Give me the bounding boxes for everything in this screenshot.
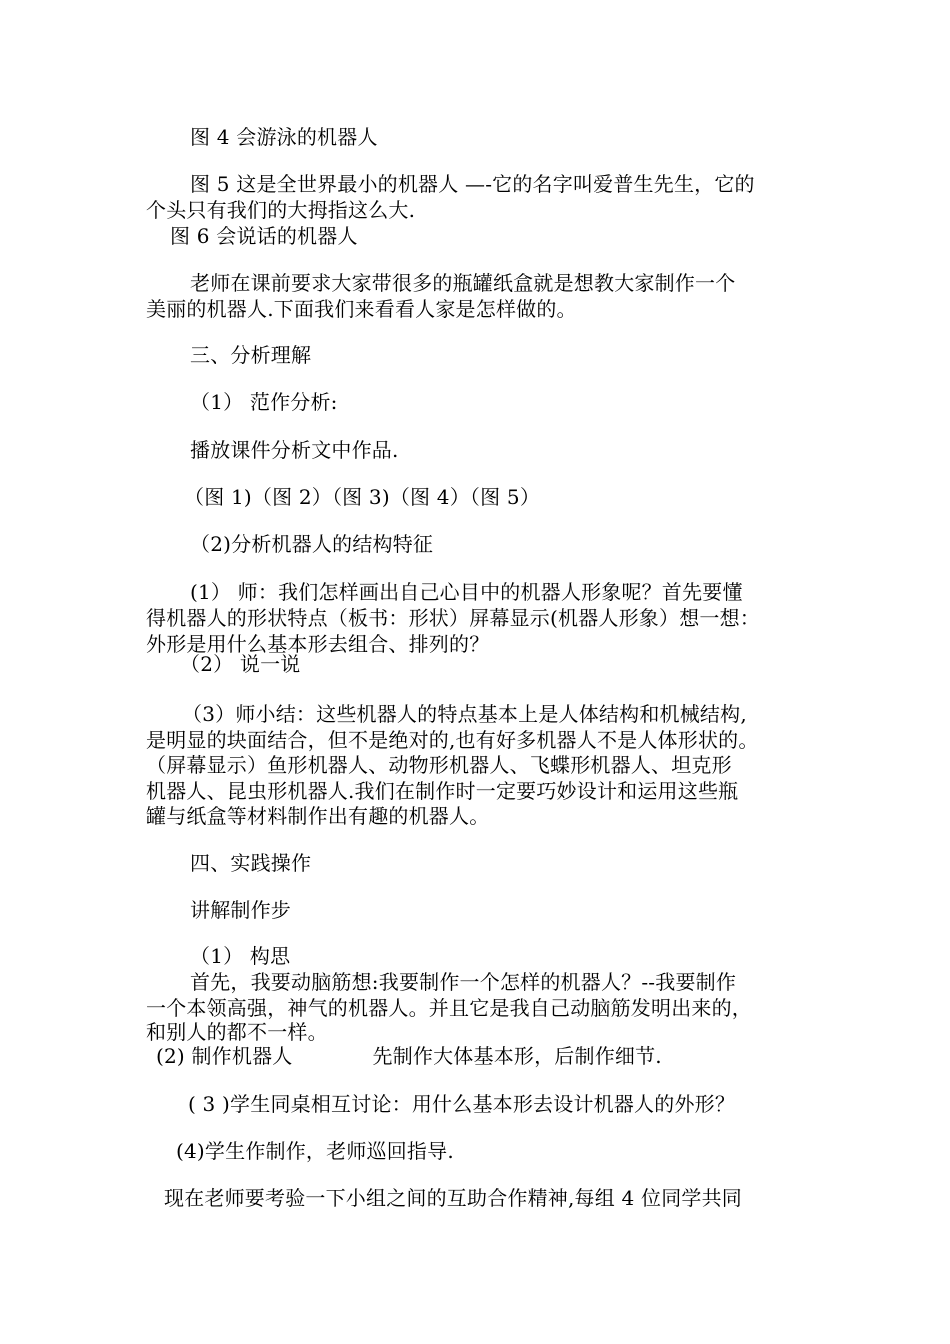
- paragraph-line: 播放课件分析文中作品.: [190, 438, 399, 462]
- paragraph-line: 图 6 会说话的机器人: [170, 224, 358, 248]
- paragraph-line: 个头只有我们的大拇指这么大.: [146, 198, 416, 222]
- paragraph-line: 一个本领高强，神气的机器人。并且它是我自己动脑筋发明出来的，: [146, 996, 752, 1020]
- section-heading: 三、分析理解: [190, 343, 312, 367]
- paragraph-line: [156, 1044, 662, 1068]
- paragraph-line: 图 4 会游泳的机器人: [190, 125, 378, 149]
- paragraph-line: 老师在课前要求大家带很多的瓶罐纸盒就是想教大家制作一个: [190, 271, 736, 295]
- step-title: (2) 制作机器人: [156, 1044, 293, 1068]
- paragraph-line: 得机器人的形状特点（板书：形状）屏幕显示(机器人形象）想一想：: [146, 606, 761, 630]
- paragraph-line: （屏幕显示）鱼形机器人、动物形机器人、飞蝶形机器人、坦克形: [146, 753, 732, 777]
- paragraph-line: 和别人的都不一样。: [146, 1020, 328, 1044]
- section-heading: 四、实践操作: [190, 851, 312, 875]
- paragraph-line: （2） 说一说: [180, 652, 301, 676]
- paragraph-line: (4)学生作制作，老师巡回指导.: [176, 1139, 454, 1163]
- paragraph-line: 机器人、昆虫形机器人.我们在制作时一定要巧妙设计和运用这些瓶: [146, 779, 739, 803]
- paragraph-line: 是明显的块面结合，但不是绝对的,也有好多机器人不是人体形状的。: [146, 728, 759, 752]
- paragraph-line: 现在老师要考验一下小组之间的互助合作精神,每组 4 位同学共同: [164, 1186, 742, 1210]
- paragraph-line: 讲解制作步: [190, 898, 291, 922]
- paragraph-line: （2)分析机器人的结构特征: [190, 532, 434, 556]
- paragraph-line: 美丽的机器人.下面我们来看看人家是怎样做的。: [146, 297, 577, 321]
- paragraph-line: （1） 构思: [190, 944, 291, 968]
- paragraph-line: （图 1)（图 2）（图 3)（图 4）（图 5）: [184, 485, 541, 509]
- paragraph-line: 图 5 这是全世界最小的机器人 —-它的名字叫爱普生先生，它的: [190, 172, 755, 196]
- paragraph-line: 首先，我要动脑筋想:我要制作一个怎样的机器人？--我要制作: [190, 970, 737, 994]
- paragraph-line: ( 3 )学生同桌相互讨论：用什么基本形去设计机器人的外形？: [188, 1092, 736, 1116]
- paragraph-line: 罐与纸盒等材料制作出有趣的机器人。: [146, 804, 490, 828]
- step-description: 先制作大体基本形，后制作细节.: [372, 1044, 662, 1068]
- paragraph-line: （3）师小结：这些机器人的特点基本上是人体结构和机械结构,: [182, 702, 747, 726]
- paragraph-line: 外形是用什么基本形去组合、排列的？: [146, 632, 490, 656]
- paragraph-line: （1） 范作分析:: [190, 390, 338, 414]
- paragraph-line: (1） 师：我们怎样画出自己心目中的机器人形象呢？首先要懂: [190, 580, 743, 604]
